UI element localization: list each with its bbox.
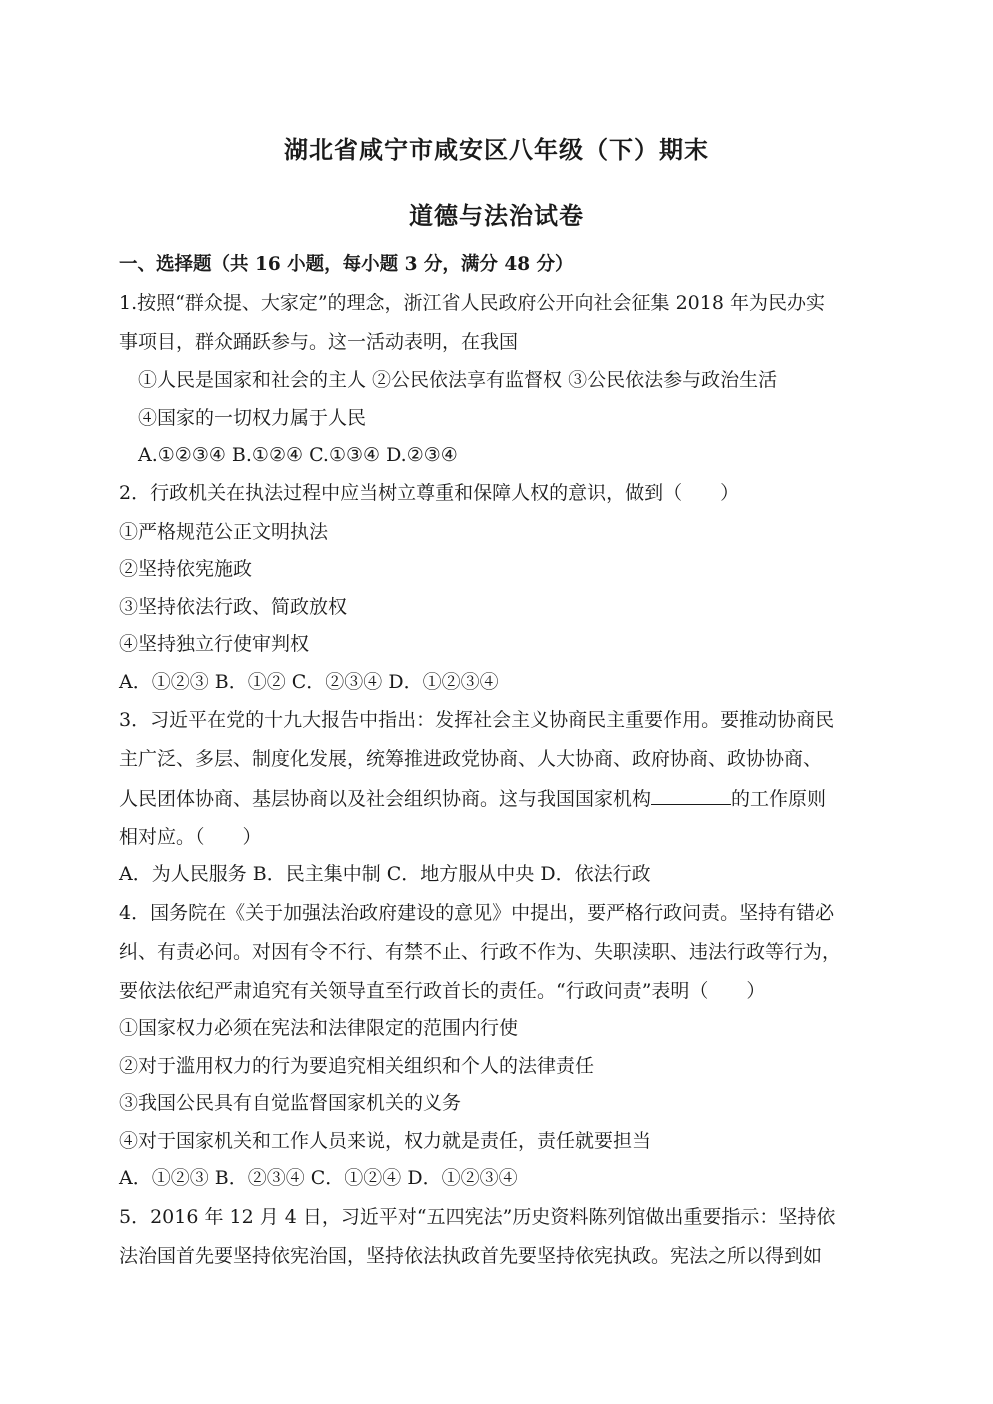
q3-stem-line3-post: 的工作原则 (731, 788, 827, 810)
q2-answers: A．①②③ B．①② C．②③④ D．①②③④ (119, 671, 499, 693)
q2-item-1: ①严格规范公正文明执法 (119, 521, 329, 543)
q1-options-line1: ①人民是国家和社会的主人 ②公民依法享有监督权 ③公民依法参与政治生活 (138, 369, 778, 391)
q1-stem-line2: 事项目，群众踊跃参与。这一活动表明，在我国 (119, 331, 519, 353)
q1-answers: A.①②③④ B.①②④ C.①③④ D.②③④ (138, 444, 458, 466)
q3-answers: A．为人民服务 B．民主集中制 C．地方服从中央 D．依法行政 (119, 863, 651, 885)
q3-stem-line4: 相对应。（ ） (119, 826, 262, 848)
exam-subtitle: 道德与法治试卷 (409, 201, 584, 230)
q4-stem-line3: 要依法依纪严肃追究有关领导直至行政首长的责任。“行政问责”表明（ ） (119, 980, 766, 1002)
q2-item-2: ②坚持依宪施政 (119, 558, 253, 580)
q1-stem-line1: 1.按照“群众提、大家定”的理念，浙江省人民政府公开向社会征集 2018 年为民办实 (119, 292, 825, 314)
q2-item-3: ③坚持依法行政、简政放权 (119, 596, 348, 618)
q2-stem: 2．行政机关在执法过程中应当树立尊重和保障人权的意识，做到（ ） (119, 482, 740, 504)
q5-stem-line1: 5．2016 年 12 月 4 日，习近平对“五四宪法”历史资料陈列馆做出重要指示：坚持依 (119, 1206, 836, 1228)
q2-item-4: ④坚持独立行使审判权 (119, 633, 310, 655)
q4-item-4: ④对于国家机关和工作人员来说，权力就是责任，责任就要担当 (119, 1130, 652, 1152)
q3-stem-line3-pre: 人民团体协商、基层协商以及社会组织协商。这与我国国家机构 (119, 788, 652, 810)
fill-in-blank (651, 786, 731, 805)
q4-stem-line1: 4．国务院在《关于加强法治政府建设的意见》中提出，要严格行政问责。坚持有错必 (119, 902, 835, 924)
q4-stem-line2: 纠、有责必问。对因有令不行、有禁不止、行政不作为、失职渎职、违法行政等行为， (119, 941, 842, 963)
q3-stem-line2: 主广泛、多层、制度化发展，统筹推进政党协商、人大协商、政府协商、政协协商、 (119, 748, 823, 770)
q4-item-2: ②对于滥用权力的行为要追究相关组织和个人的法律责任 (119, 1055, 595, 1077)
q4-item-1: ①国家权力必须在宪法和法律限定的范围内行使 (119, 1017, 519, 1039)
q3-stem-line1: 3．习近平在党的十九大报告中指出：发挥社会主义协商民主重要作用。要推动协商民 (119, 709, 835, 731)
q4-item-3: ③我国公民具有自觉监督国家机关的义务 (119, 1092, 462, 1114)
q3-stem-line3 (119, 786, 826, 811)
exam-title: 湖北省咸宁市咸安区八年级（下）期末 (284, 135, 709, 164)
q4-answers: A．①②③ B．②③④ C．①②④ D．①②③④ (119, 1167, 518, 1189)
q5-stem-line2: 法治国首先要坚持依宪治国，坚持依法执政首先要坚持依宪执政。宪法之所以得到如 (119, 1245, 823, 1267)
section-heading: 一、选择题（共 16 小题，每小题 3 分，满分 48 分） (119, 254, 574, 275)
q1-options-line2: ④国家的一切权力属于人民 (138, 407, 367, 429)
